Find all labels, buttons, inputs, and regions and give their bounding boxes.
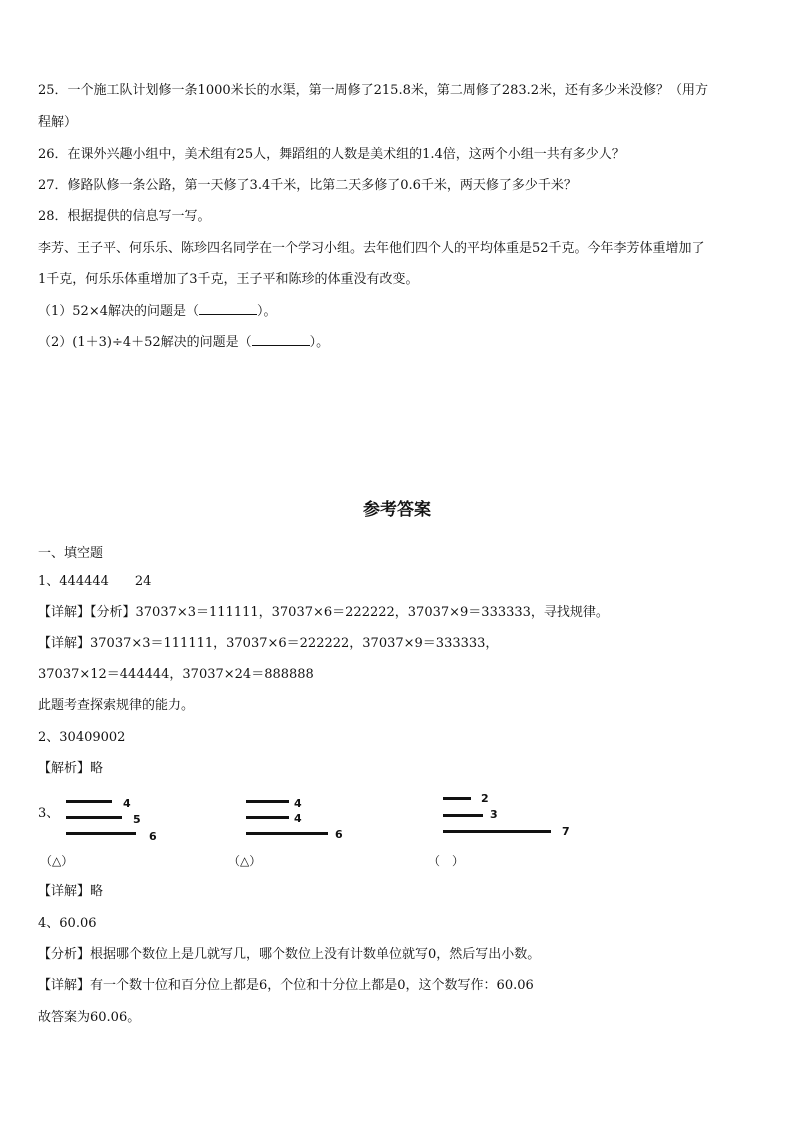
sub1-suffix: ）。	[256, 304, 277, 319]
question-27: 27．修路队修一条公路，第一天修了3.4千米，比第二天多修了0.6千米，两天修了多少千米？	[38, 178, 577, 193]
answer-blank[interactable]	[199, 303, 257, 315]
stick-bar	[66, 832, 136, 835]
stick-label: 2	[481, 792, 489, 805]
answer-1-analysis: 【详解】【分析】37037×3＝111111，37037×6＝222222，37037×9＝333333，寻找规律。	[38, 605, 609, 620]
stick-label: 4	[123, 797, 131, 810]
stick-bar	[66, 800, 112, 803]
answer-1-head: 1、444444 24	[38, 574, 152, 589]
answer-1-note: 此题考查探索规律的能力。	[38, 698, 195, 713]
stick-mark: （ ）	[428, 854, 465, 868]
stick-mark: （△）	[228, 854, 262, 868]
answer-1-detail-line1: 【详解】37037×3＝111111，37037×6＝222222，37037×9＝333333，	[38, 636, 499, 651]
section-fill-blank: 一、填空题	[38, 546, 104, 561]
question-26: 26．在课外兴趣小组中，美术组有25人，舞蹈组的人数是美术组的1.4倍，这两个小组一共有多少人？	[38, 147, 625, 162]
stick-label: 4	[294, 797, 302, 810]
stick-bar	[443, 830, 551, 833]
stick-bar	[443, 814, 483, 817]
stick-label: 5	[133, 813, 141, 826]
stick-label: 7	[562, 825, 570, 838]
stick-label: 3	[490, 808, 498, 821]
stick-bar	[246, 816, 289, 819]
stick-bar	[443, 797, 471, 800]
stick-bar	[66, 816, 122, 819]
answer-4-conclusion: 故答案为60.06。	[38, 1010, 141, 1025]
question-28-sub1	[38, 303, 277, 320]
answer-blank[interactable]	[252, 334, 310, 346]
answer-1-detail-line2: 37037×12＝444444，37037×24＝888888	[38, 667, 314, 682]
answer-3-number: 3、	[38, 806, 60, 821]
stick-bar	[246, 832, 328, 835]
answer-3-note: 【详解】略	[38, 884, 104, 899]
stick-label: 6	[335, 828, 343, 841]
stick-label: 4	[294, 812, 302, 825]
question-28-sub2	[38, 334, 329, 351]
stick-label: 6	[149, 830, 157, 843]
stick-bar	[246, 800, 289, 803]
answer-4-analysis: 【分析】根据哪个数位上是几就写几，哪个数位上没有计数单位就写0，然后写出小数。	[38, 947, 541, 962]
answer-key-title: 参考答案	[363, 500, 431, 520]
question-25-line1: 25．一个施工队计划修一条1000米长的水渠，第一周修了215.8米，第二周修了283.2米，还有多少米没修？（用方	[38, 83, 709, 98]
question-28: 28．根据提供的信息写一写。	[38, 209, 211, 224]
sub2-prefix: （2）(1＋3)÷4＋52解决的问题是（	[38, 335, 252, 350]
sub2-suffix: ）。	[309, 335, 330, 350]
answer-2-note: 【解析】略	[38, 761, 104, 776]
question-28-info-line2: 1千克，何乐乐体重增加了3千克，王子平和陈珍的体重没有改变。	[38, 272, 419, 287]
answer-4-detail: 【详解】有一个数十位和百分位上都是6，个位和十分位上都是0，这个数写作：60.06	[38, 978, 534, 993]
answer-4-head: 4、60.06	[38, 916, 97, 931]
answer-2-head: 2、30409002	[38, 730, 126, 745]
question-28-info-line1: 李芳、王子平、何乐乐、陈珍四名同学在一个学习小组。去年他们四个人的平均体重是52千克。今年李芳体重增加了	[38, 241, 705, 256]
question-25-line2: 程解）	[38, 115, 78, 130]
sub1-prefix: （1）52×4解决的问题是（	[38, 304, 199, 319]
stick-mark: （△）	[40, 854, 74, 868]
